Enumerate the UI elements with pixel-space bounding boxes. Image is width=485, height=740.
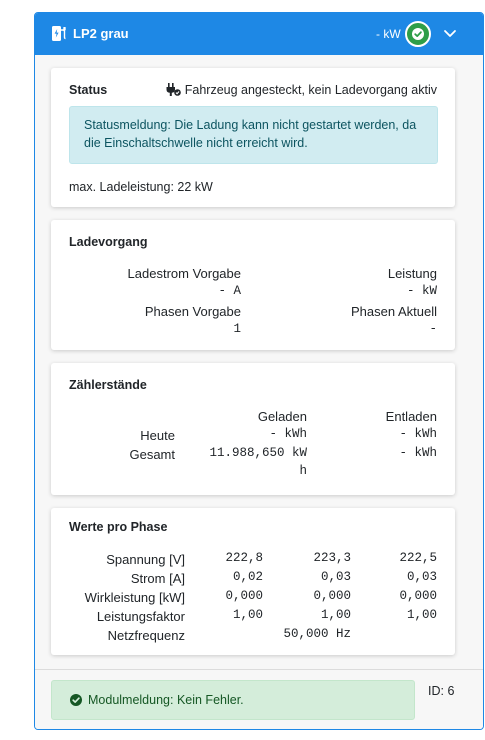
max-power-text: max. Ladeleistung: 22 kW (69, 180, 213, 194)
phasen-section (51, 508, 455, 655)
ladestrom-value: - A (218, 284, 241, 298)
spannung-label: Spannung [V] (106, 552, 185, 567)
phasen-vorgabe-value: 1 (233, 322, 241, 336)
heute-geladen: - kWh (269, 427, 307, 441)
module-message-alert (51, 680, 415, 720)
leistungsfaktor-l1: 1,00 (232, 608, 263, 622)
spannung-l1: 222,8 (225, 551, 263, 565)
status-message-alert (69, 106, 438, 164)
phasen-vorgabe-label: Phasen Vorgabe (144, 304, 241, 319)
zaehler-section (51, 363, 455, 495)
ladestrom-label: Ladestrom Vorgabe (127, 266, 241, 281)
gesamt-entladen: - kWh (399, 446, 437, 460)
heute-label: Heute (140, 428, 175, 443)
wirkleistung-l2: 0,000 (313, 589, 351, 603)
header-power: - kW (376, 27, 401, 41)
phasen-title: Werte pro Phase (69, 520, 168, 534)
col-entladen: Entladen (385, 409, 437, 424)
check-circle-icon (70, 694, 82, 706)
card-footer (35, 669, 483, 730)
charging-station-icon (51, 25, 67, 42)
leistung-label: Leistung (387, 266, 437, 281)
heute-entladen: - kWh (399, 427, 437, 441)
gesamt-label: Gesamt (129, 447, 175, 462)
status-state (166, 83, 437, 97)
chargepoint-card (34, 12, 484, 730)
status-title: Status (69, 83, 108, 97)
strom-l2: 0,03 (320, 570, 351, 584)
ladevorgang-section (51, 220, 455, 350)
chevron-down-icon[interactable] (442, 25, 458, 41)
card-header[interactable] (35, 13, 483, 55)
strom-label: Strom [A] (130, 571, 185, 586)
gesamt-geladen-wrap: h (299, 464, 307, 478)
card-title: LP2 grau (73, 26, 129, 41)
strom-l3: 0,03 (406, 570, 437, 584)
check-circle-icon (412, 28, 424, 40)
strom-l1: 0,02 (232, 570, 263, 584)
gesamt-geladen: 11.988,650 kW (209, 446, 307, 460)
wirkleistung-l3: 0,000 (399, 589, 437, 603)
col-geladen: Geladen (257, 409, 307, 424)
status-state-text: Fahrzeug angesteckt, kein Ladevorgang aktiv (184, 83, 437, 97)
phasen-aktuell-value: - (429, 322, 437, 336)
zaehler-title: Zählerstände (69, 378, 147, 392)
module-id: ID: 6 (428, 684, 455, 698)
leistungsfaktor-l2: 1,00 (320, 608, 351, 622)
ladevorgang-title: Ladevorgang (69, 235, 148, 249)
status-message-text: Statusmeldung: Die Ladung kann nicht gestartet werden, da die Einschaltschwelle nicht erreicht wird. (84, 118, 417, 150)
leistungsfaktor-label: Leistungsfaktor (96, 609, 185, 624)
plug-icon (166, 83, 181, 96)
module-message-text: Modulmeldung: Kein Fehler. (88, 693, 244, 707)
netzfrequenz-value: 50,000 Hz (283, 627, 351, 641)
netzfrequenz-label: Netzfrequenz (107, 628, 185, 643)
status-section (51, 68, 455, 207)
leistungsfaktor-l3: 1,00 (406, 608, 437, 622)
phasen-aktuell-label: Phasen Aktuell (350, 304, 437, 319)
status-ok-badge (405, 21, 431, 47)
wirkleistung-label: Wirkleistung [kW] (84, 590, 185, 605)
spannung-l2: 223,3 (313, 551, 351, 565)
wirkleistung-l1: 0,000 (225, 589, 263, 603)
spannung-l3: 222,5 (399, 551, 437, 565)
leistung-value: - kW (406, 284, 437, 298)
